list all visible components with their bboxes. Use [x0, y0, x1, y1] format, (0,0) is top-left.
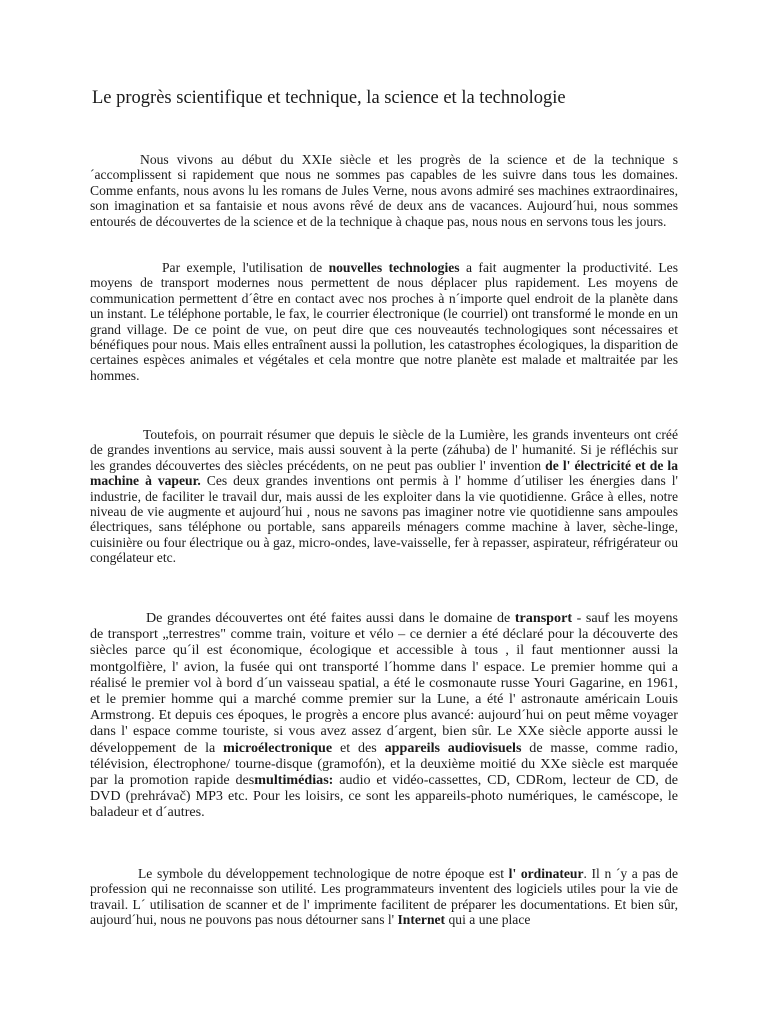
- paragraph-text: audio et vidéo-cassettes, CD, CDRom, lecteur de CD, de DVD (prehrávač) MP3 etc. Pour les loisirs, ce sont les appareils-photo numériques, le caméscope, le baladeur et d´autres.: [90, 772, 678, 821]
- bold-term-internet: Internet: [397, 912, 446, 928]
- paragraph-new-technologies: [90, 260, 678, 383]
- paragraph-text: Par exemple, l'utilisation de: [162, 260, 329, 275]
- paragraph-text: Nous vivons au début du XXIe siècle et les progrès de la science et de la technique s´accomplissent si rapidement que nous ne sommes pas capables de les suivre dans tous les domaines. Comme enfants, nous avons lu les romans de Jules Verne, nous avons admiré ses machines extraordinaires, son imagination et sa fantaisie et nous avons rêvé de deux ans de vacances. Aujourd´hui, nous sommes entourés de découvertes de la science et de la technique à chaque pas, nous nous en servons tous les jours.: [90, 152, 678, 229]
- bold-term-nouvelles-technologies: nouvelles technologies: [328, 260, 460, 275]
- bold-term-electricite-machine-vapeur: de l' électricité et de la machine à vapeur.: [90, 457, 679, 489]
- paragraph-text: a fait augmenter la productivité. Les moyens de transport modernes nous permettent de nous déplacer plus rapidement. Les moyens de communication permettent d´être en contact avec nos proches à n´importe quel endroit de la planète dans un instant. Le téléphone portable, le fax, le courrier électronique (le courriel) ont transformé le monde en un grand village. De ce point de vue, on peut dire que ces nouveautés technologiques sont nécessaires et bénéfiques pour nous. Mais elles entraînent aussi la pollution, les catastrophes écologiques, la disparition de certaines espèces animales et végétales et cela montre que notre planète est malade et maltraitée par les hommes.: [90, 260, 678, 383]
- paragraph-text: Ces deux grandes inventions ont permis à l' homme d´utiliser les énergies dans l' industrie, de faciliter le travail dur, mais aussi de les exploiter dans la vie quotidienne. Grâce à elles, notre niveau de vie augmente et aujourd´hui , nous ne savons pas imaginer notre vie quotidienne sans ampoules électriques, sans téléphone ou portable, sans appareils ménagers comme machine à laver, sèche-linge, cuisinière ou four électrique ou à gaz, micro-ondes, lave-vaisselle, fer à repasser, aspirateur, réfrigérateur ou congélateur etc.: [90, 473, 678, 566]
- bold-term-transport: transport: [514, 610, 573, 626]
- paragraph-intro: [90, 152, 678, 229]
- paragraph-text: . Il n ´y a pas de profession qui ne reconnaisse son utilité. Les programmateurs inventent des logiciels utiles pour la vie de travail. L´ utilisation de scanner et de l' imprimente facilitent de préparer les documentations. Et bien sûr, aujourd´hui, nous ne pouvons pas nous détourner sans l': [90, 866, 678, 928]
- bold-term-appareils-audiovisuels: appareils audiovisuels: [384, 739, 522, 756]
- paragraph-text: qui a une place: [445, 912, 531, 928]
- paragraph-text: De grandes découvertes ont été faites aussi dans le domaine de: [146, 610, 515, 626]
- paragraph-text: Toutefois, on pourrait résumer que depuis le siècle de la Lumière, les grands inventeurs ont créé de grandes inventions au service, mais aussi souvent à la perte (záhuba) de l' humanité. Si je réfléchis sur les grandes découvertes des siècles précédents, on ne peut pas oublier l' invention: [90, 427, 678, 473]
- paragraph-inventions: [90, 427, 678, 566]
- paragraph-text: Le symbole du développement technologique de notre époque est: [138, 866, 509, 881]
- paragraph-ordinateur: [90, 866, 678, 928]
- paragraph-text: - sauf les moyens de transport „terrestres" comme train, voiture et vélo – ce dernier a été déclaré pour la découverte des siècles parce qu´il est économique, écologique et accessible à tous , il faut mentionner aussi la montgolfière, l' avion, la fusée qui ont transporté l´homme dans l' espace. Le premier homme qui a réalisé le premier vol à bord d´un vaisseau spatial, a été le cosmonaute russe Youri Gagarine, en 1961, et le premier homme qui a marché comme premier sur la Lune, a été l' astronaute américain Louis Armstrong. Et depuis ces époques, le progrès a encore plus avancé: aujourd´hui on peut même voyager dans l' espace comme touriste, si vous avez assez d´argent, bien sûr. Le XXe siècle apporte aussi le développement de la: [90, 610, 678, 756]
- paragraph-text: et des: [332, 739, 385, 756]
- bold-term-multimedias: multimédias:: [254, 772, 334, 789]
- bold-term-microelectronique: microélectronique: [223, 739, 333, 756]
- paragraph-text: de masse, comme radio, télévision, électrophone/ tourne-disque (gramofón), et la deuxième moitié du XXe siècle est marquée par la promotion rapide des: [90, 739, 679, 789]
- paragraph-transport: [90, 610, 678, 821]
- document-title: Le progrès scientifique et technique, la science et la technologie: [92, 88, 566, 108]
- bold-term-ordinateur: l' ordinateur: [508, 866, 584, 881]
